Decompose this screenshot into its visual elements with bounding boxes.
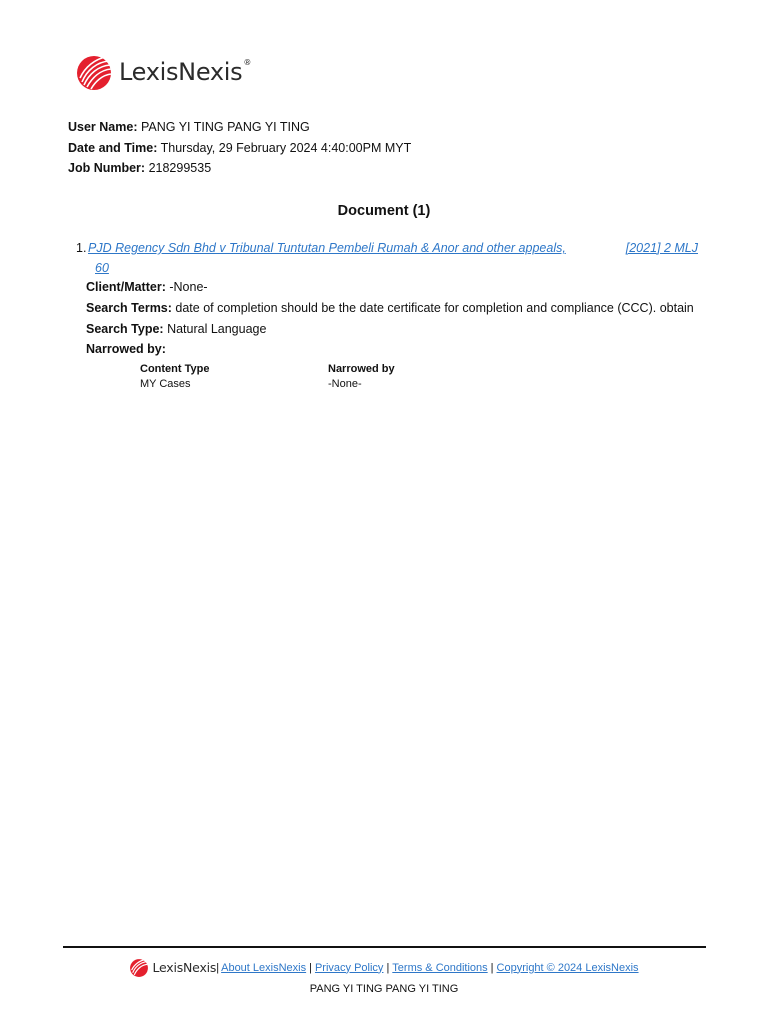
case-citation-continued-link[interactable]: 60 (95, 261, 109, 275)
job-number-label: Job Number: (68, 161, 146, 175)
search-type-row (86, 319, 694, 340)
content-type-column (140, 362, 209, 391)
search-terms-row (86, 298, 694, 319)
lexisnexis-logo (75, 52, 251, 92)
job-number-row (68, 158, 411, 179)
narrowed-by-value: -None- (328, 377, 362, 390)
narrowed-by-row (86, 339, 694, 360)
content-type-header: Content Type (140, 363, 210, 375)
footer-user-name: PANG YI TING PANG YI TING (309, 983, 459, 995)
case-title-link[interactable]: PJD Regency Sdn Bhd v Tribunal Tuntutan Pembeli Rumah & Anor and other appeals, (88, 241, 566, 255)
lexisnexis-emblem-icon (129, 957, 149, 978)
client-matter-row (86, 277, 694, 298)
lexisnexis-emblem-icon (75, 52, 113, 92)
about-lexisnexis-link[interactable]: About LexisNexis (221, 961, 307, 974)
document-entry (76, 238, 702, 278)
footer-separator: | (386, 961, 390, 974)
search-terms-label: Search Terms: (86, 300, 172, 315)
narrowed-by-column (328, 362, 395, 391)
footer-links (0, 957, 768, 978)
entry-title (76, 238, 702, 278)
job-number-value: 218299535 (148, 161, 212, 175)
terms-conditions-link[interactable]: Terms & Conditions (392, 961, 488, 974)
brand-name: LexisNexis® (119, 58, 252, 86)
client-matter-value: -None- (169, 280, 208, 294)
privacy-policy-link[interactable]: Privacy Policy (314, 961, 384, 974)
search-type-label: Search Type: (86, 321, 164, 336)
content-type-value: MY Cases (140, 377, 191, 390)
footer-separator: | (490, 961, 494, 974)
document-heading: Document (1) (337, 203, 431, 219)
footer-logo (129, 957, 219, 978)
copyright-link[interactable]: Copyright © 2024 LexisNexis (496, 961, 639, 974)
footer-separator: | (309, 961, 312, 974)
case-citation-link[interactable]: [2021] 2 MLJ (625, 241, 698, 255)
date-time-value: Thursday, 29 February 2024 4:40:00PM MYT (160, 140, 412, 155)
entry-number: 1. (76, 241, 87, 255)
search-terms-value: date of completion should be the date certificate for completion and compliance (CCC). obtain (175, 300, 694, 315)
client-matter-label: Client/Matter: (86, 280, 166, 294)
narrowed-by-label: Narrowed by: (86, 342, 166, 357)
footer-divider (63, 946, 706, 948)
footer-brand-divider: | (216, 961, 220, 974)
user-name-row (68, 117, 411, 138)
job-meta (68, 117, 411, 179)
search-type-value: Natural Language (167, 321, 267, 336)
entry-fields (86, 277, 694, 360)
footer-brand: LexisNexis (152, 960, 217, 975)
user-name-value: PANG YI TING PANG YI TING (140, 120, 310, 134)
date-time-label: Date and Time: (68, 140, 158, 155)
date-time-row (68, 138, 411, 159)
user-name-label: User Name: (68, 120, 138, 134)
narrowed-by-header: Narrowed by (328, 363, 395, 375)
